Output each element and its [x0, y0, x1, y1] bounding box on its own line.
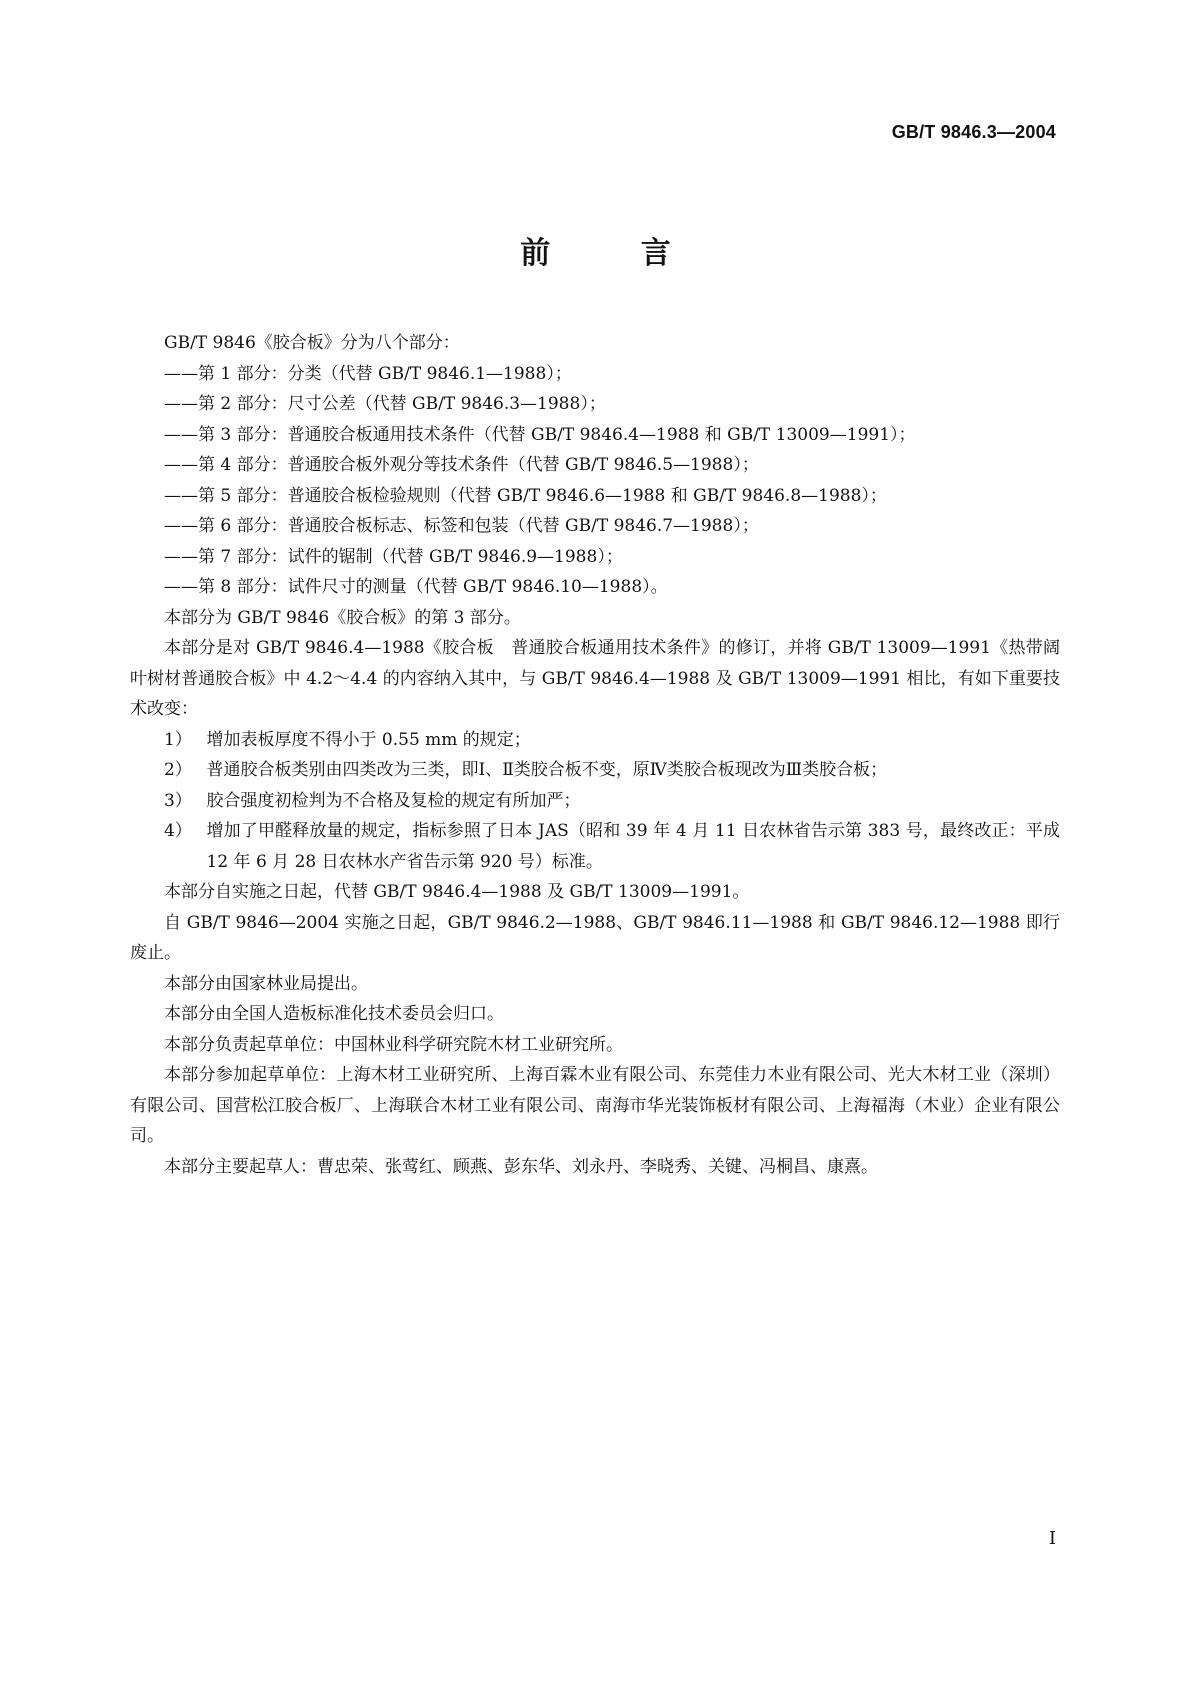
part-list-item: ——第 6 部分：普通胶合板标志、标签和包装（代替 GB/T 9846.7—1988）； — [164, 516, 759, 536]
body-paragraph: 本部分自实施之日起，代替 GB/T 9846.4—1988 及 GB/T 13009—1991。 — [164, 882, 750, 902]
change-text: 普通胶合板类别由四类改为三类，即Ⅰ、Ⅱ类胶合板不变，原Ⅳ类胶合板现改为Ⅲ类胶合板； — [206, 760, 888, 780]
change-number: 3） — [164, 790, 192, 811]
change-text: 胶合强度初检判为不合格及复检的规定有所加严； — [206, 790, 581, 811]
part-list-item: ——第 4 部分：普通胶合板外观分等技术条件（代替 GB/T 9846.5—1988）； — [164, 455, 759, 475]
part-list-item: ——第 8 部分：试件尺寸的测量（代替 GB/T 9846.10—1988）。 — [164, 577, 668, 597]
change-text: 增加了甲醛释放量的规定，指标参照了日本 JAS（昭和 39 年 4 月 11 日农林省告示第 383 号，最终改正：平成 12 年 6 月 28 日农林水产省告示第 920 号）标准。 — [206, 821, 1060, 872]
body-paragraph: 本部分由国家林业局提出。 — [164, 973, 368, 994]
change-item — [130, 786, 1060, 817]
part-list-item: ——第 7 部分：试件的锯制（代替 GB/T 9846.9—1988）； — [164, 546, 623, 567]
change-item — [130, 816, 1060, 877]
body-paragraph: 本部分主要起草人：曹忠荣、张莺红、顾燕、彭东华、刘永丹、李晓秀、关键、冯桐昌、康熹。 — [164, 1156, 878, 1177]
change-item — [130, 755, 1060, 786]
change-number: 2） — [164, 760, 192, 780]
change-text: 增加表板厚度不得小于 0.55 mm 的规定； — [206, 729, 531, 750]
part-list-item: ——第 2 部分：尺寸公差（代替 GB/T 9846.3—1988）； — [164, 394, 606, 414]
body-paragraph: 本部分参加起草单位：上海木材工业研究所、上海百霖木业有限公司、东莞佳力木业有限公司、光大木材工业（深圳）有限公司、国营松江胶合板厂、上海联合木材工业有限公司、南海市华光装饰板材有限公司、上海福海（木业）企业有限公司。 — [130, 1065, 1060, 1146]
part-list-item: ——第 3 部分：普通胶合板通用技术条件（代替 GB/T 9846.4—1988 和 GB/T 13009—1991）； — [164, 424, 916, 445]
this-part-paragraph: 本部分为 GB/T 9846《胶合板》的第 3 部分。 — [164, 607, 521, 628]
body-paragraph: 本部分由全国人造板标准化技术委员会归口。 — [164, 1004, 504, 1024]
body-paragraph: 本部分负责起草单位：中国林业科学研究院木材工业研究所。 — [164, 1034, 623, 1055]
change-item — [130, 725, 1060, 756]
change-number: 1） — [164, 729, 192, 750]
revision-paragraph: 本部分是对 GB/T 9846.4—1988《胶合板 普通胶合板通用技术条件》的修订，并将 GB/T 13009—1991《热带阔叶树材普通胶合板》中 4.2～4.4 的内容纳入其中，与 GB/T 9846.4—1988 及 GB/T 13009—1991 相比，有如下重要技术改变： — [130, 638, 1060, 719]
page-title: 前 言 — [520, 236, 711, 271]
foreword-body — [130, 328, 1060, 1182]
page-number: I — [1048, 1528, 1056, 1549]
part-list-item: ——第 5 部分：普通胶合板检验规则（代替 GB/T 9846.6—1988 和 GB/T 9846.8—1988）； — [164, 485, 887, 506]
standard-code: GB/T 9846.3—2004 — [891, 122, 1056, 142]
change-number: 4） — [164, 821, 192, 841]
part-list-item: ——第 1 部分：分类（代替 GB/T 9846.1—1988）； — [164, 363, 572, 384]
intro-paragraph: GB/T 9846《胶合板》分为八个部分： — [164, 333, 460, 353]
body-paragraph: 自 GB/T 9846—2004 实施之日起，GB/T 9846.2—1988、GB/T 9846.11—1988 和 GB/T 9846.12—1988 即行废止。 — [130, 912, 1060, 963]
